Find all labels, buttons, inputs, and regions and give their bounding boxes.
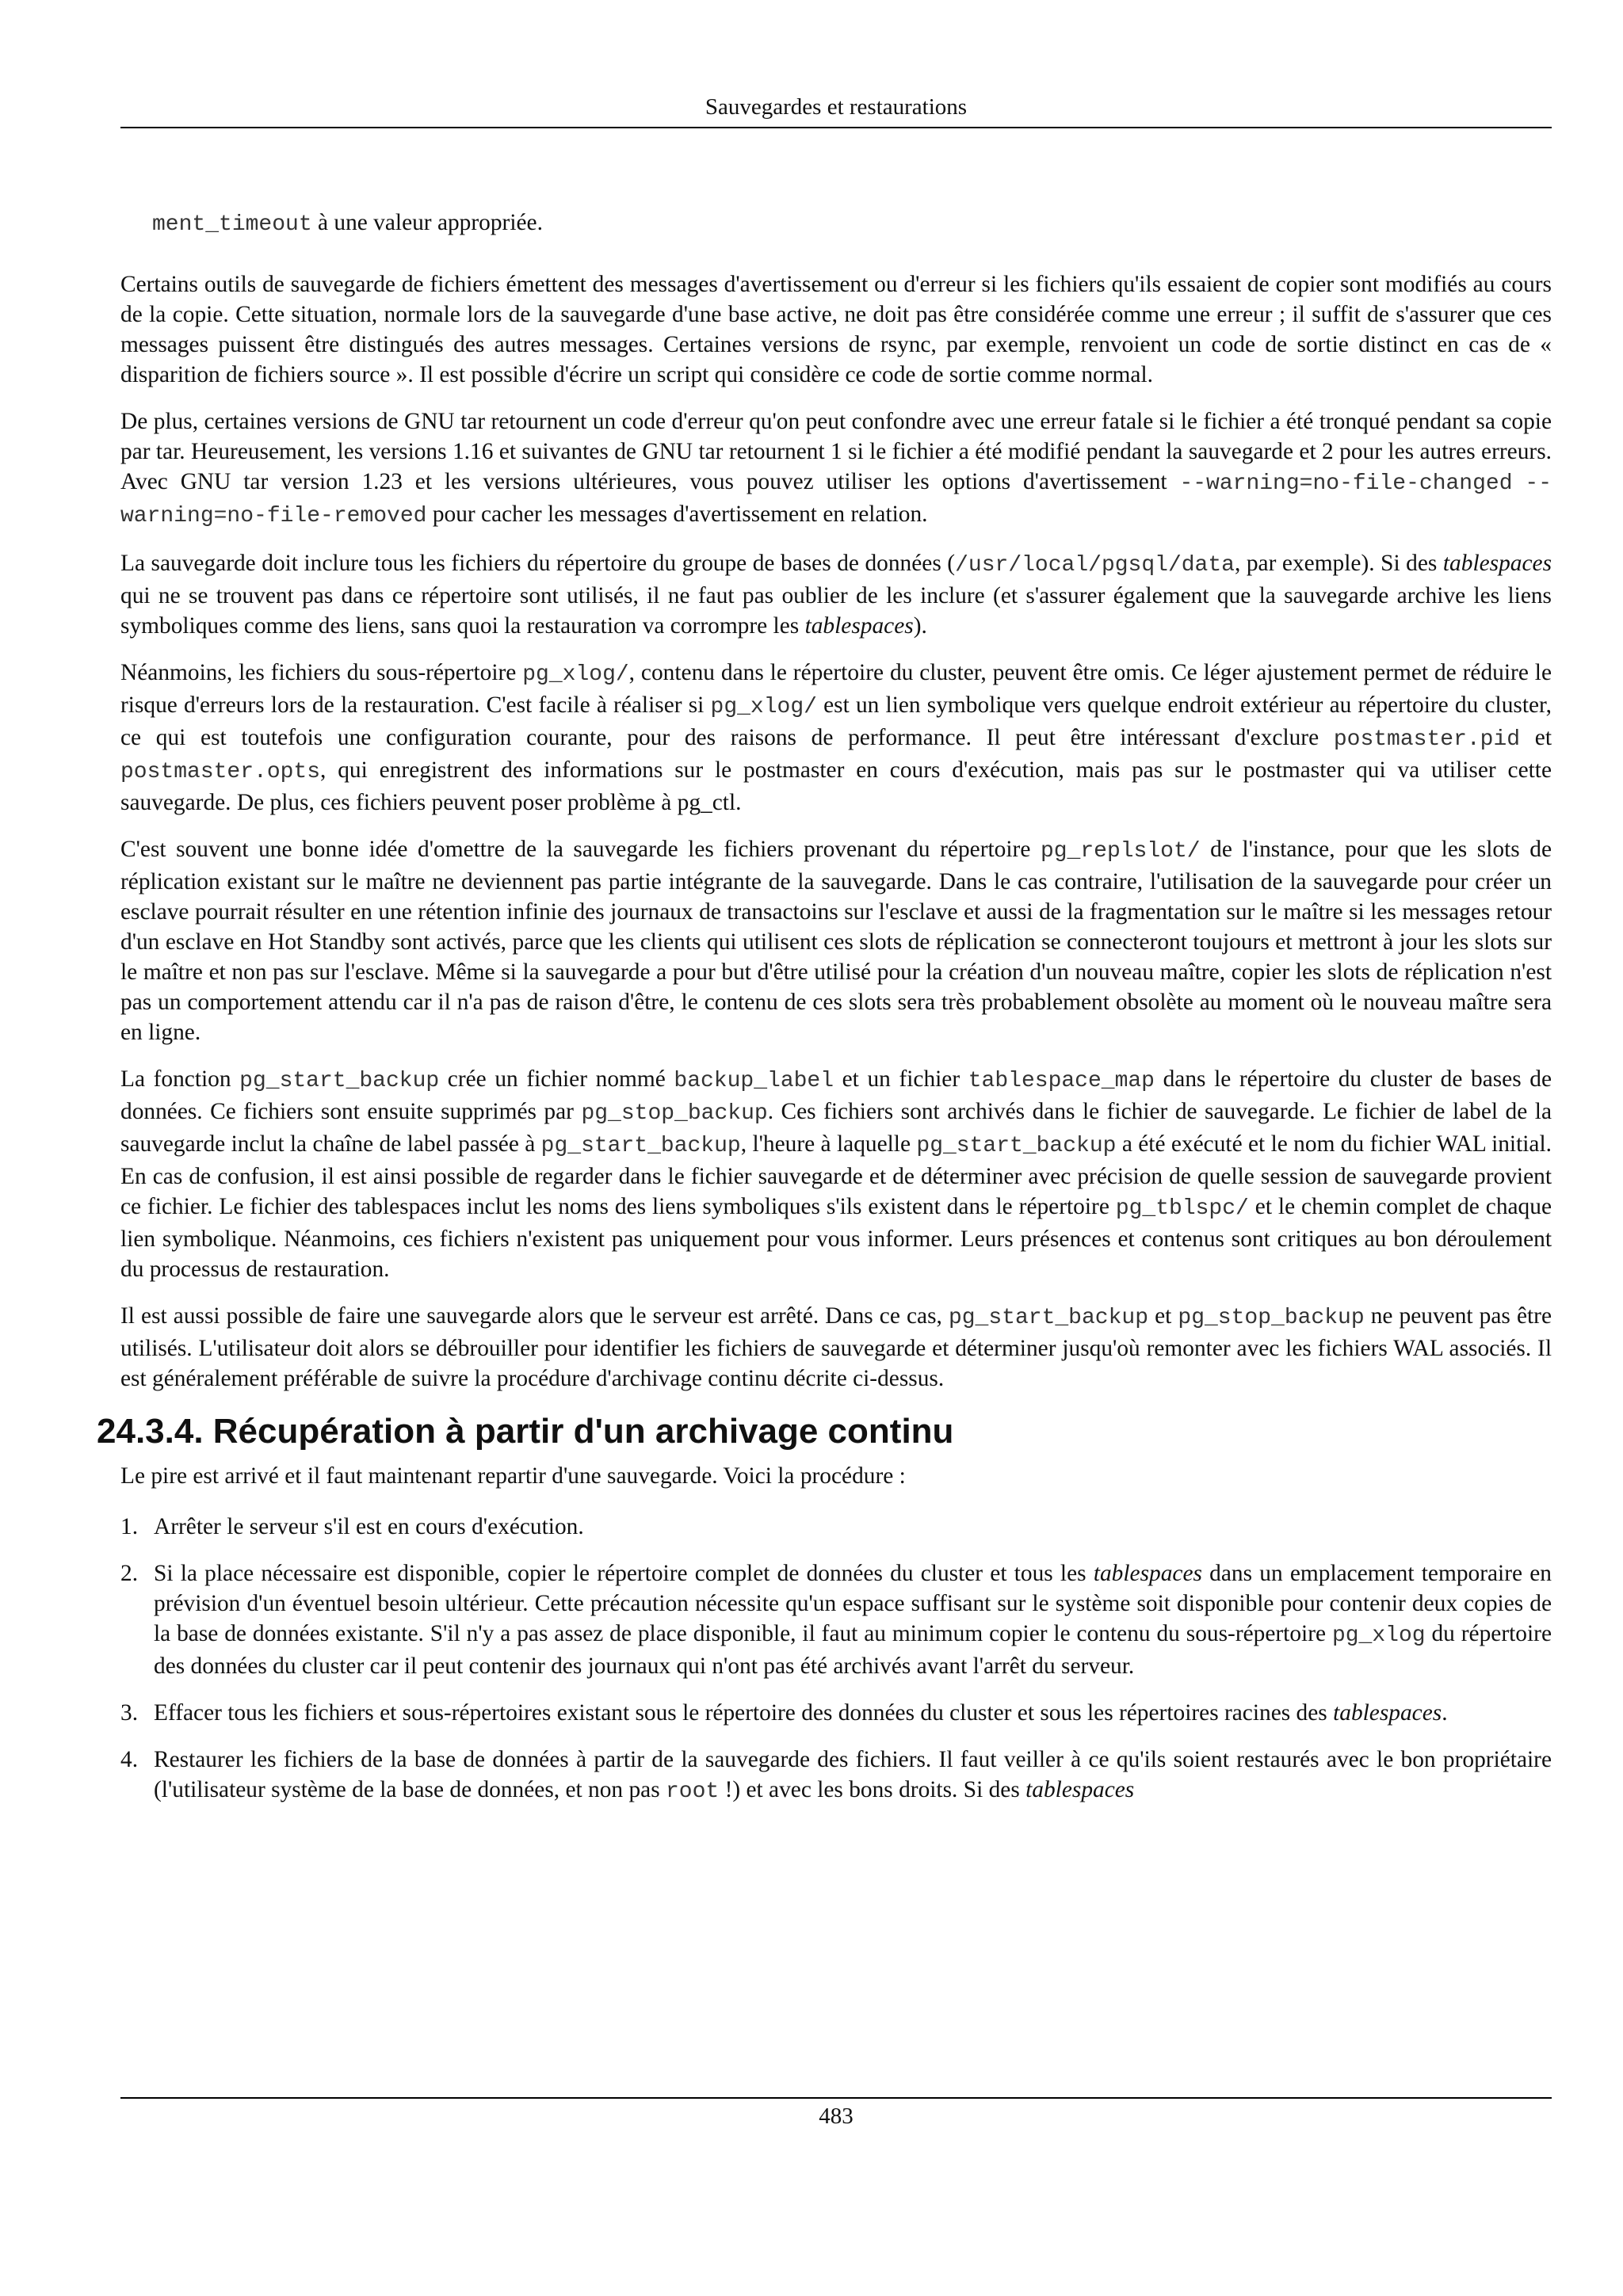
code-span: pg_tblspc/ <box>1115 1196 1249 1221</box>
code-span: backup_label <box>674 1069 834 1093</box>
code-span: pg_xlog/ <box>710 695 817 719</box>
list-number: 3. <box>120 1700 139 1726</box>
paragraph-gnu-tar: De plus, certaines versions de GNU tar retournent un code d'erreur qu'on peut confondre avec une erreur fatale si le fichier a été tronqué pendant sa copie par tar. Heureusement, les versions 1.16 et suivantes de GNU tar retournent 1 si le fichier a été modifié pendant la sauvegarde et 2 pour les autres erreurs. Avec GNU tar version 1.23 et les versions ultérieures, vous pouvez utiliser les options d'avertissement --warning=no-file-changed --warning=no-file-removed pour cacher les messages d'avertissement en relation. <box>120 409 1552 528</box>
code-span: pg_start_backup <box>948 1306 1148 1330</box>
page-body <box>97 208 1552 1824</box>
code-span: pg_xlog/ <box>522 662 629 687</box>
paragraph-stopped-server: Il est aussi possible de faire une sauvegarde alors que le serveur est arrêté. Dans ce cas, pg_start_backup et pg_stop_backup ne peuvent pas être utilisés. L'utilisateur doit alors se débrouiller pour identifier les fichiers de sauvegarde et déterminer jusqu'où remonter avec les fichiers WAL associés. Il est généralement préférable de suivre la procédure d'archivage continu décrite ci-dessus. <box>120 1303 1552 1391</box>
code-span: --warning=no-file-changed <box>1179 471 1513 496</box>
code-span: pg_start_backup <box>916 1134 1117 1158</box>
code-span: /usr/local/pgsql/data <box>955 553 1235 578</box>
code-span: pg_start_backup <box>239 1069 440 1093</box>
paragraph-backup-label: La fonction pg_start_backup crée un fichier nommé backup_label et un fichier tablespace_map dans le répertoire du cluster de bases de données. Ce fichiers sont ensuite supprimés par pg_stop_backup. Ces fichiers sont archivés dans le fichier de sauvegarde. Le fichier de label de la sauvegarde inclut la chaîne de label passée à pg_start_backup, l'heure à laquelle pg_start_backup a été exécuté et le nom du fichier WAL initial. En cas de confusion, il est ainsi possible de regarder dans le fichier sauvegarde et de déterminer avec précision de quelle session de sauvegarde provient ce fichier. Le fichier des tablespaces inclut les noms des liens symboliques s'ils existent dans le répertoire pg_tblspc/ et le chemin complet de chaque lien symbolique. Néanmoins, ces fichiers n'existent pas uniquement pour vous informer. Leurs présences et contenus sont critiques au bon déroulement du processus de restauration. <box>120 1066 1552 1282</box>
paragraph-continuation: ment_timeout à une valeur appropriée. <box>152 210 543 237</box>
code-span: ment_timeout <box>152 212 312 237</box>
running-header: Sauvegardes et restaurations <box>705 94 968 120</box>
page-number: 483 <box>819 2103 854 2129</box>
section-intro: Le pire est arrivé et il faut maintenant repartir d'une sauvegarde. Voici la procédure : <box>120 1463 906 1489</box>
procedure-list <box>120 1512 1552 1807</box>
emphasis: tablespaces <box>804 613 914 639</box>
code-span: tablespace_map <box>968 1069 1155 1093</box>
code-span: pg_stop_backup <box>1178 1306 1365 1330</box>
paragraph-pg-replslot: C'est souvent une bonne idée d'omettre de la sauvegarde les fichiers provenant du répertoire pg_replslot/ de l'instance, pour que les slots de réplication existant sur le maître ne deviennent pas partie intégrante de la sauvegarde. Dans le cas contraire, l'utilisation de la sauvegarde pour créer un esclave pourrait résulter en une rétention infinie des journaux de transactoins sur l'esclave et aussi de la fragmentation sur le maître si les messages retour d'un esclave en Hot Standby sont activés, parce que les clients qui utilisent ces slots de réplication se connecteront toujours et mettront à jour les slots sur le maître et non pas sur l'esclave. Même si la sauvegarde a pour but d'être utilisé pour la création d'un nouveau maître, copier les slots de réplication n'est pas un comportement attendu car il n'a pas de raison d'être, le contenu de ces slots sera très probablement obsolète au moment où le nouveau maître sera en ligne. <box>120 837 1552 1045</box>
list-number: 2. <box>120 1561 139 1586</box>
footer-rule <box>120 2097 1552 2099</box>
list-item: 3. Effacer tous les fichiers et sous-répertoires existant sous le répertoire des données du cluster et sous les répertoires racines des tablespaces. <box>120 1698 1552 1728</box>
list-item: 1. Arrêter le serveur s'il est en cours d'exécution. <box>120 1512 1552 1542</box>
code-span: postmaster.pid <box>1333 727 1521 752</box>
code-span: root <box>666 1779 720 1804</box>
code-span: --warning=no-file-removed <box>120 471 1552 528</box>
list-number: 4. <box>120 1747 139 1772</box>
code-span: pg_xlog <box>1331 1623 1426 1648</box>
code-span: pg_stop_backup <box>581 1101 768 1126</box>
emphasis: tablespaces <box>1093 1561 1202 1586</box>
emphasis: tablespaces <box>1025 1777 1135 1802</box>
list-item: 2. Si la place nécessaire est disponible, copier le répertoire complet de données du cluster et tous les tablespaces dans un emplacement temporaire en prévision d'un éventuel besoin ultérieur. Cette précaution nécessite qu'un espace suffisant sur le système soit disponible pour contenir deux copies de la base de données existante. S'il n'y a pas assez de place disponible, il faut au minimum copier le contenu du sous-répertoire pg_xlog du répertoire des données du cluster car il peut contenir des journaux qui n'ont pas été archivés avant l'arrêt du serveur. <box>120 1558 1552 1681</box>
emphasis: tablespaces <box>1333 1700 1442 1726</box>
paragraph-pg-xlog: Néanmoins, les fichiers du sous-répertoire pg_xlog/, contenu dans le répertoire du cluster, peuvent être omis. Ce léger ajustement permet de réduire le risque d'erreurs lors de la restauration. C'est facile à réaliser si pg_xlog/ est un lien symbolique vers quelque endroit extérieur au répertoire du cluster, ce qui est toutefois une configuration courante, pour des raisons de performance. Il peut être intéressant d'exclure postmaster.pid et postmaster.opts, qui enregistrent des informations sur le postmaster en cours d'exécution, mais pas sur le postmaster qui va utiliser cette sauvegarde. De plus, ces fichiers peuvent poser problème à pg_ctl. <box>120 660 1552 815</box>
emphasis: tablespaces <box>1442 551 1552 576</box>
header-rule <box>120 127 1552 128</box>
list-item: 4. Restaurer les fichiers de la base de données à partir de la sauvegarde des fichiers. Il faut veiller à ce qu'ils soient restaurés avec le bon propriétaire (l'utilisateur système de la base de données, et non pas root !) et avec les bons droits. Si des tablespaces <box>120 1745 1552 1807</box>
code-span: postmaster.opts <box>120 760 321 784</box>
section-heading: 24.3.4. Récupération à partir d'un archivage continu <box>97 1412 954 1451</box>
code-span: pg_replslot/ <box>1040 839 1201 864</box>
code-span: pg_start_backup <box>540 1134 741 1158</box>
list-number: 1. <box>120 1514 139 1539</box>
paragraph-file-copy-warnings: Certains outils de sauvegarde de fichiers émettent des messages d'avertissement ou d'erreur si les fichiers qu'ils essaient de copier sont modifiés au cours de la copie. Cette situation, normale lors de la sauvegarde d'une base active, ne doit pas être considérée comme une erreur ; il suffit de s'assurer que ces messages puissent être distingués des autres messages. Certaines versions de rsync, par exemple, renvoient un code de sortie distinct en cas de « disparition de fichiers source ». Il est possible d'écrire un script qui considère ce code de sortie comme normal. <box>120 272 1552 387</box>
paragraph-include-files: La sauvegarde doit inclure tous les fichiers du répertoire du groupe de bases de données (/usr/local/pgsql/data, par exemple). Si des tablespaces qui ne se trouvent pas dans ce répertoire sont utilisés, il ne faut pas oublier de les inclure (et s'assurer également que la sauvegarde archive les liens symboliques comme des liens, sans quoi la restauration va corrompre les tablespaces). <box>120 551 1552 639</box>
